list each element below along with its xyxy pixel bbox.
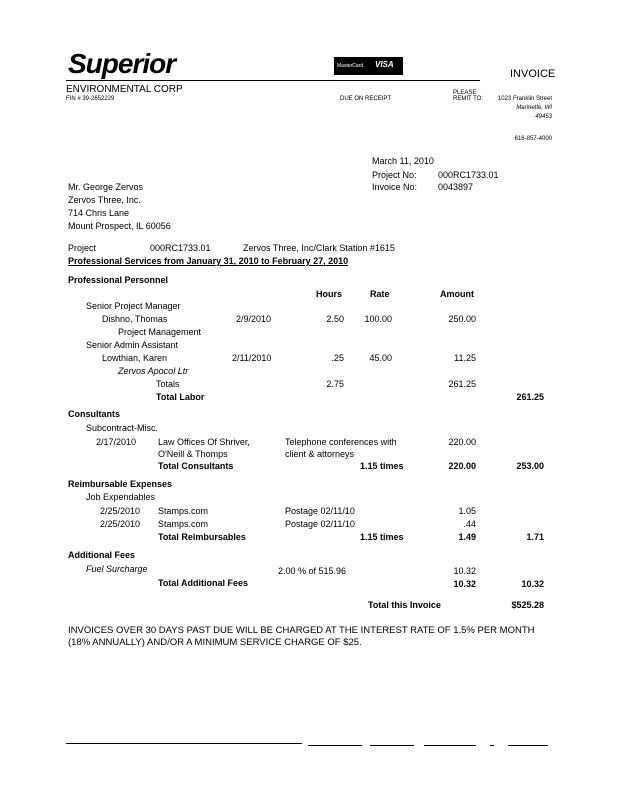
total-consultants-label: Total Consultants (158, 461, 234, 471)
expense-date: 2/25/2010 (100, 519, 141, 529)
bill-to-line-3: 714 Chris Lane (68, 208, 130, 218)
footer-line-5 (490, 745, 494, 746)
consultant-amount: 220.00 (448, 437, 476, 447)
person-description: Project Management (118, 327, 202, 337)
logo-underline (66, 80, 182, 81)
due-on-receipt: DUE ON RECEIPT (340, 96, 392, 102)
invoice-date: March 11, 2010 (372, 156, 434, 166)
project-no-value: 000RC1733.01 (438, 170, 499, 180)
document-title: INVOICE (510, 68, 556, 80)
footer-line-6 (508, 745, 548, 746)
person-name: Lowthian, Karen (102, 353, 168, 363)
project-no-label: Project No: (372, 170, 417, 180)
total-consultants-amount: 220.00 (448, 461, 476, 471)
expense-vendor: Stamps.com (158, 506, 209, 516)
additional-amount: 10.32 (453, 566, 476, 576)
company-logo: Superior (68, 48, 176, 79)
reimbursable-heading: Reimbursable Expenses (68, 479, 173, 489)
total-consultants-multiplier: 1.15 times (360, 461, 404, 471)
consultants-heading: Consultants (68, 409, 121, 419)
additional-calc: 2.00 % of 515.96 (278, 566, 347, 576)
company-fin: FIN # 39-2652229 (66, 96, 115, 102)
remit-address-3: 49453 (535, 114, 552, 120)
totals-amount: 261.25 (448, 379, 476, 389)
role-senior-admin-assistant: Senior Admin Assistant (86, 340, 179, 350)
expense-amount: 1.05 (458, 506, 476, 516)
project-label: Project (68, 243, 97, 253)
total-reimbursables-final: 1.71 (526, 532, 544, 542)
person-date: 2/9/2010 (236, 314, 272, 324)
visa-text: VISA (375, 60, 394, 69)
remit-phone: 616-857-4000 (514, 136, 552, 142)
remit-label-2: REMIT TO: (453, 96, 484, 102)
invoice-total-value: $525.28 (511, 600, 544, 610)
total-reimbursables-multiplier: 1.15 times (360, 532, 404, 542)
col-hours: Hours (316, 289, 343, 299)
total-additional-final: 10.32 (521, 579, 544, 589)
mastercard-logo (334, 57, 370, 75)
person-name: Dishno, Thomas (102, 314, 168, 324)
remit-label-1: PLEASE (453, 90, 477, 96)
additional-heading: Additional Fees (68, 550, 136, 560)
total-reimbursables-amount: 1.49 (458, 532, 476, 542)
invoice-no-value: 0043897 (438, 182, 474, 192)
total-reimbursables-label: Total Reimbursables (158, 532, 246, 542)
role-senior-project-manager: Senior Project Manager (86, 301, 181, 311)
col-rate: Rate (370, 289, 390, 299)
invoice-total-label: Total this Invoice (368, 600, 441, 610)
col-amount: Amount (440, 289, 474, 299)
consultant-desc-2: client & attorneys (285, 449, 355, 459)
totals-hours: 2.75 (326, 379, 344, 389)
total-consultants-final: 253.00 (516, 461, 544, 471)
totals-label: Totals (156, 379, 180, 389)
person-rate: 100.00 (364, 314, 392, 324)
expense-desc: Postage 02/11/10 (285, 519, 355, 529)
total-additional-amount: 10.32 (453, 579, 476, 589)
header-rule (180, 80, 480, 81)
consultant-desc-1: Telephone conferences with (285, 437, 397, 447)
expense-desc: Postage 02/11/10 (285, 506, 355, 516)
period-heading: Professional Services from January 31, 2010 to February 27, 2010 (68, 256, 349, 266)
footer-line-1 (66, 743, 302, 744)
footer-line-3 (370, 745, 414, 746)
consultant-vendor-2: O'Neill & Thomps (158, 449, 228, 459)
person-date: 2/11/2010 (232, 353, 272, 363)
person-description: Zervos Apocol Ltr (118, 366, 189, 376)
company-subtitle: ENVIRONMENTAL CORP (66, 84, 183, 95)
late-payment-notice: INVOICES OVER 30 DAYS PAST DUE WILL BE CHARGED AT THE INTEREST RATE OF 1.5% PER MONTH (18% ANNUALLY) AND/OR A MINIMUM SERVICE CHARGE OF $25. (68, 625, 535, 648)
mastercard-text: MasterCard (337, 63, 364, 69)
expense-date: 2/25/2010 (100, 506, 141, 516)
consultants-sub: Subcontract-Misc. (86, 423, 159, 433)
consultant-date: 2/17/2010 (96, 437, 137, 447)
total-additional-label: Total Additional Fees (158, 578, 249, 588)
bill-to-line-1: Mr. George Zervos (68, 182, 144, 192)
professional-heading: Professional Personnel (68, 275, 169, 285)
project-name: Zervos Three, Inc/Clark Station #1615 (243, 243, 395, 253)
person-amount: 250.00 (448, 314, 476, 324)
total-labor-value: 261.25 (516, 392, 544, 402)
additional-item: Fuel Surcharge (86, 564, 148, 574)
footer-line-2 (308, 745, 362, 746)
person-rate: 45.00 (369, 353, 392, 363)
visa-logo (369, 57, 403, 75)
project-number: 000RC1733.01 (150, 243, 211, 253)
expense-vendor: Stamps.com (158, 519, 209, 529)
person-amount: 11.25 (454, 353, 476, 363)
reimbursable-sub: Job Expendables (86, 492, 156, 502)
remit-address-2: Marinette, WI (516, 105, 552, 111)
invoice-no-label: Invoice No: (372, 182, 418, 192)
remit-address-1: 1023 Franklin Street (497, 96, 552, 102)
expense-amount: .44 (463, 519, 476, 529)
bill-to-line-2: Zervos Three, Inc. (68, 195, 141, 205)
bill-to-line-4: Mount Prospect, IL 60056 (68, 221, 171, 231)
footer-line-4 (424, 745, 476, 746)
person-hours: .25 (331, 353, 344, 363)
consultant-vendor-1: Law Offices Of Shriver, (158, 437, 250, 447)
person-hours: 2.50 (326, 314, 344, 324)
total-labor-label: Total Labor (156, 392, 205, 402)
